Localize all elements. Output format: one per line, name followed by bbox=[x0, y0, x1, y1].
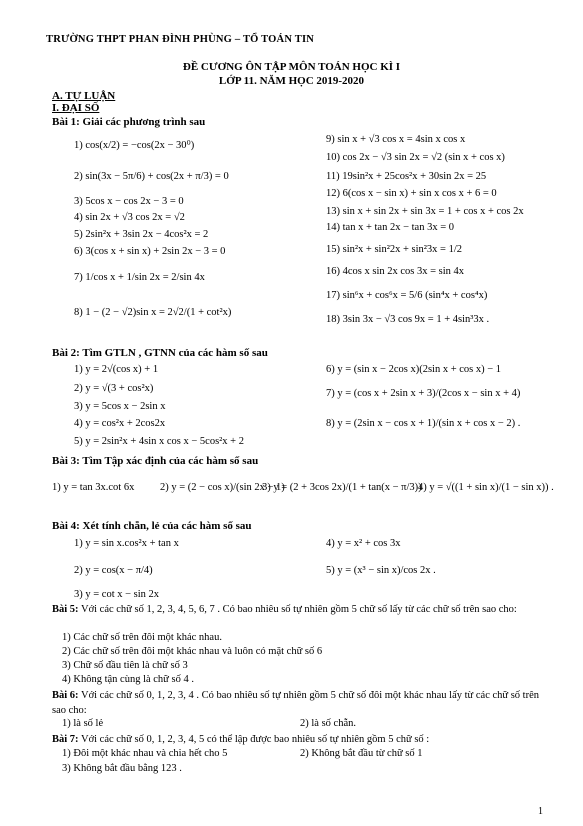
bai3-item-4: 4) y = √((1 + sin x)/(1 − sin x)) . bbox=[418, 482, 554, 493]
bai6-stem bbox=[52, 688, 552, 718]
bai2-item-1: 1) y = 2√(cos x) + 1 bbox=[74, 364, 159, 375]
bai5-text: Với các chữ số 1, 2, 3, 4, 5, 6, 7 . Có bao nhiêu số tự nhiên gồm 5 chữ số lấy từ các chữ số trên sao cho: bbox=[80, 604, 517, 615]
bai2-item-2: 2) y = √(3 + cos²x) bbox=[74, 383, 154, 394]
bai1-item-17: 17) sin⁶x + cos⁶x = 5/6 (sin⁴x + cos⁴x) bbox=[326, 290, 488, 301]
bai4-item-1: 1) y = sin x.cos²x + tan x bbox=[74, 538, 179, 549]
bai3-item-3: 3) y = (2 + 3cos 2x)/(1 + tan(x − π/3)) bbox=[262, 482, 422, 493]
bai6-text: Với các chữ số 0, 1, 2, 3, 4 . Có bao nhiêu số tự nhiên gồm 5 chữ số đôi một khác nhau lấy từ các chữ số trên sao cho: bbox=[52, 690, 539, 716]
bai2-item-7: 7) y = (cos x + 2sin x + 3)/(2cos x − sin x + 4) bbox=[326, 388, 521, 399]
bai4-item-4: 4) y = x² + cos 3x bbox=[326, 538, 401, 549]
bai1-item-3: 3) 5cos x − cos 2x − 3 = 0 bbox=[74, 196, 184, 207]
bai6-item-1: 1) là số lẻ bbox=[62, 718, 104, 729]
bai5-item-4: 4) Không tận cùng là chữ số 4 . bbox=[62, 674, 194, 685]
bai1-item-18: 18) 3sin 3x − √3 cos 9x = 1 + 4sin³3x . bbox=[326, 314, 490, 325]
bai7-item-2: 2) Không bắt đầu từ chữ số 1 bbox=[300, 748, 423, 759]
section-i-heading: I. ĐẠI SỐ bbox=[52, 102, 100, 114]
bai3-item-1: 1) y = tan 3x.cot 6x bbox=[52, 482, 135, 493]
bai4-item-2: 2) y = cos(x − π/4) bbox=[74, 565, 153, 576]
bai1-item-9: 9) sin x + √3 cos x = 4sin x cos x bbox=[326, 134, 466, 145]
bai4-item-3: 3) y = cot x − sin 2x bbox=[74, 589, 160, 600]
document-subtitle: LỚP 11. NĂM HỌC 2019-2020 bbox=[218, 75, 365, 87]
bai4-item-5: 5) y = (x³ − sin x)/cos 2x . bbox=[326, 565, 436, 576]
bai2-heading: Bài 2: Tìm GTLN , GTNN của các hàm số sau bbox=[52, 347, 268, 359]
bai1-item-13: 13) sin x + sin 2x + sin 3x = 1 + cos x + cos 2x bbox=[326, 206, 524, 217]
bai1-item-10: 10) cos 2x − √3 sin 2x = √2 (sin x + cos x) bbox=[326, 152, 505, 163]
bai1-item-5: 5) 2sin²x + 3sin 2x − 4cos²x = 2 bbox=[74, 229, 209, 240]
bai7-item-3: 3) Không bắt đầu bằng 123 . bbox=[62, 763, 182, 774]
bai1-item-6: 6) 3(cos x + sin x) + 2sin 2x − 3 = 0 bbox=[74, 246, 226, 257]
school-header: TRƯỜNG THPT PHAN ĐÌNH PHÙNG – TỔ TOÁN TIN bbox=[46, 34, 315, 45]
bai7-stem bbox=[52, 732, 552, 747]
bai7-item-1: 1) Đôi một khác nhau và chia hết cho 5 bbox=[62, 748, 228, 759]
bai3-item-2: 2) y = (2 − cos x)/(sin 2x − 1) bbox=[160, 482, 285, 493]
bai4-heading: Bài 4: Xét tính chẵn, lẻ của các hàm số sau bbox=[52, 520, 252, 532]
bai2-item-8: 8) y = (2sin x − cos x + 1)/(sin x + cos x − 2) . bbox=[326, 418, 521, 429]
document-title: ĐỀ CƯƠNG ÔN TẬP MÔN TOÁN HỌC KÌ I bbox=[182, 61, 401, 73]
bai5-label: Bài 5: bbox=[52, 604, 79, 615]
section-a-heading: A. TỰ LUẬN bbox=[52, 90, 116, 102]
bai1-item-7: 7) 1/cos x + 1/sin 2x = 2/sin 4x bbox=[74, 272, 205, 283]
bai7-text: Với các chữ số 0, 1, 2, 3, 4, 5 có thể lập được bao nhiêu số tự nhiên gồm 5 chữ số : bbox=[80, 734, 430, 745]
bai2-item-4: 4) y = cos²x + 2cos2x bbox=[74, 418, 166, 429]
bai1-item-12: 12) 6(cos x − sin x) + sin x cos x + 6 = 0 bbox=[326, 188, 497, 199]
bai3-heading: Bài 3: Tìm Tập xác định của các hàm số sau bbox=[52, 455, 259, 467]
bai5-item-3: 3) Chữ số đầu tiên là chữ số 3 bbox=[62, 660, 188, 671]
bai1-item-4: 4) sin 2x + √3 cos 2x = √2 bbox=[74, 212, 185, 223]
bai1-heading: Bài 1: Giải các phương trình sau bbox=[52, 116, 206, 128]
bai5-item-1: 1) Các chữ số trên đôi một khác nhau. bbox=[62, 632, 222, 643]
bai1-item-11: 11) 19sin²x + 25cos²x + 30sin 2x = 25 bbox=[326, 171, 487, 182]
bai5-stem bbox=[52, 602, 552, 617]
bai2-item-5: 5) y = 2sin²x + 4sin x cos x − 5cos²x + 2 bbox=[74, 436, 244, 447]
bai1-item-2: 2) sin(3x − 5π/6) + cos(2x + π/3) = 0 bbox=[74, 171, 229, 182]
bai5-item-2: 2) Các chữ số trên đôi một khác nhau và luôn có mặt chữ số 6 bbox=[62, 646, 323, 657]
bai2-item-3: 3) y = 5cos x − 2sin x bbox=[74, 401, 166, 412]
bai2-item-6: 6) y = (sin x − 2cos x)(2sin x + cos x) − 1 bbox=[326, 364, 502, 375]
bai1-item-14: 14) tan x + tan 2x − tan 3x = 0 bbox=[326, 222, 454, 233]
bai1-item-15: 15) sin²x + sin²2x + sin²3x = 1/2 bbox=[326, 244, 463, 255]
bai1-item-8: 8) 1 − (2 − √2)sin x = 2√2/(1 + cot²x) bbox=[74, 307, 232, 318]
bai1-item-16: 16) 4cos x sin 2x cos 3x = sin 4x bbox=[326, 266, 465, 277]
bai7-label: Bài 7: bbox=[52, 734, 79, 745]
bai6-label: Bài 6: bbox=[52, 690, 79, 701]
bai1-item-1: 1) cos(x/2) = −cos(2x − 30⁰) bbox=[74, 140, 195, 151]
page-number: 1 bbox=[538, 806, 543, 817]
bai6-item-2: 2) là số chẵn. bbox=[300, 718, 356, 729]
